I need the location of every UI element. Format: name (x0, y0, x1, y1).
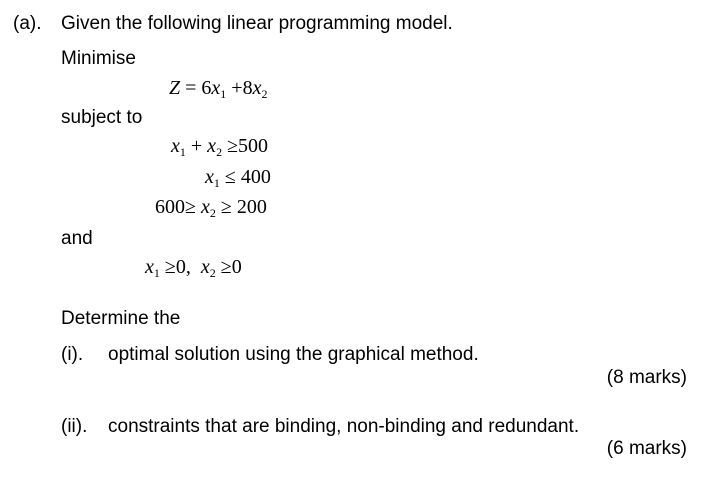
part-i-number: (i). (61, 344, 84, 365)
part-i-marks: (8 marks) (606, 367, 687, 388)
question-intro: Given the following linear programming model. (61, 13, 453, 34)
minimise-label: Minimise (61, 48, 136, 69)
part-ii-marks: (6 marks) (606, 438, 687, 459)
part-ii-text: constraints that are binding, non-binding and redundant. (108, 416, 580, 437)
constraint-1: $x_1 + x_2 \ge 500$ (171, 135, 269, 159)
subject-to-label: subject to (61, 107, 143, 128)
non-negativity: $x_1 \ge 0$, $x_2 \ge 0$ (145, 256, 242, 280)
question-label: (a). (13, 13, 42, 34)
part-i-text: optimal solution using the graphical method. (108, 344, 479, 365)
objective-function: $Z = 6x_1 +8x_2$ (169, 77, 268, 101)
constraint-2: $x_1 \le 400$ (205, 166, 271, 190)
and-label: and (61, 228, 93, 249)
determine-label: Determine the (61, 308, 181, 329)
constraint-3: $600\ge x_2 \ge 200$ (155, 196, 267, 220)
part-ii-number: (ii). (61, 416, 88, 437)
